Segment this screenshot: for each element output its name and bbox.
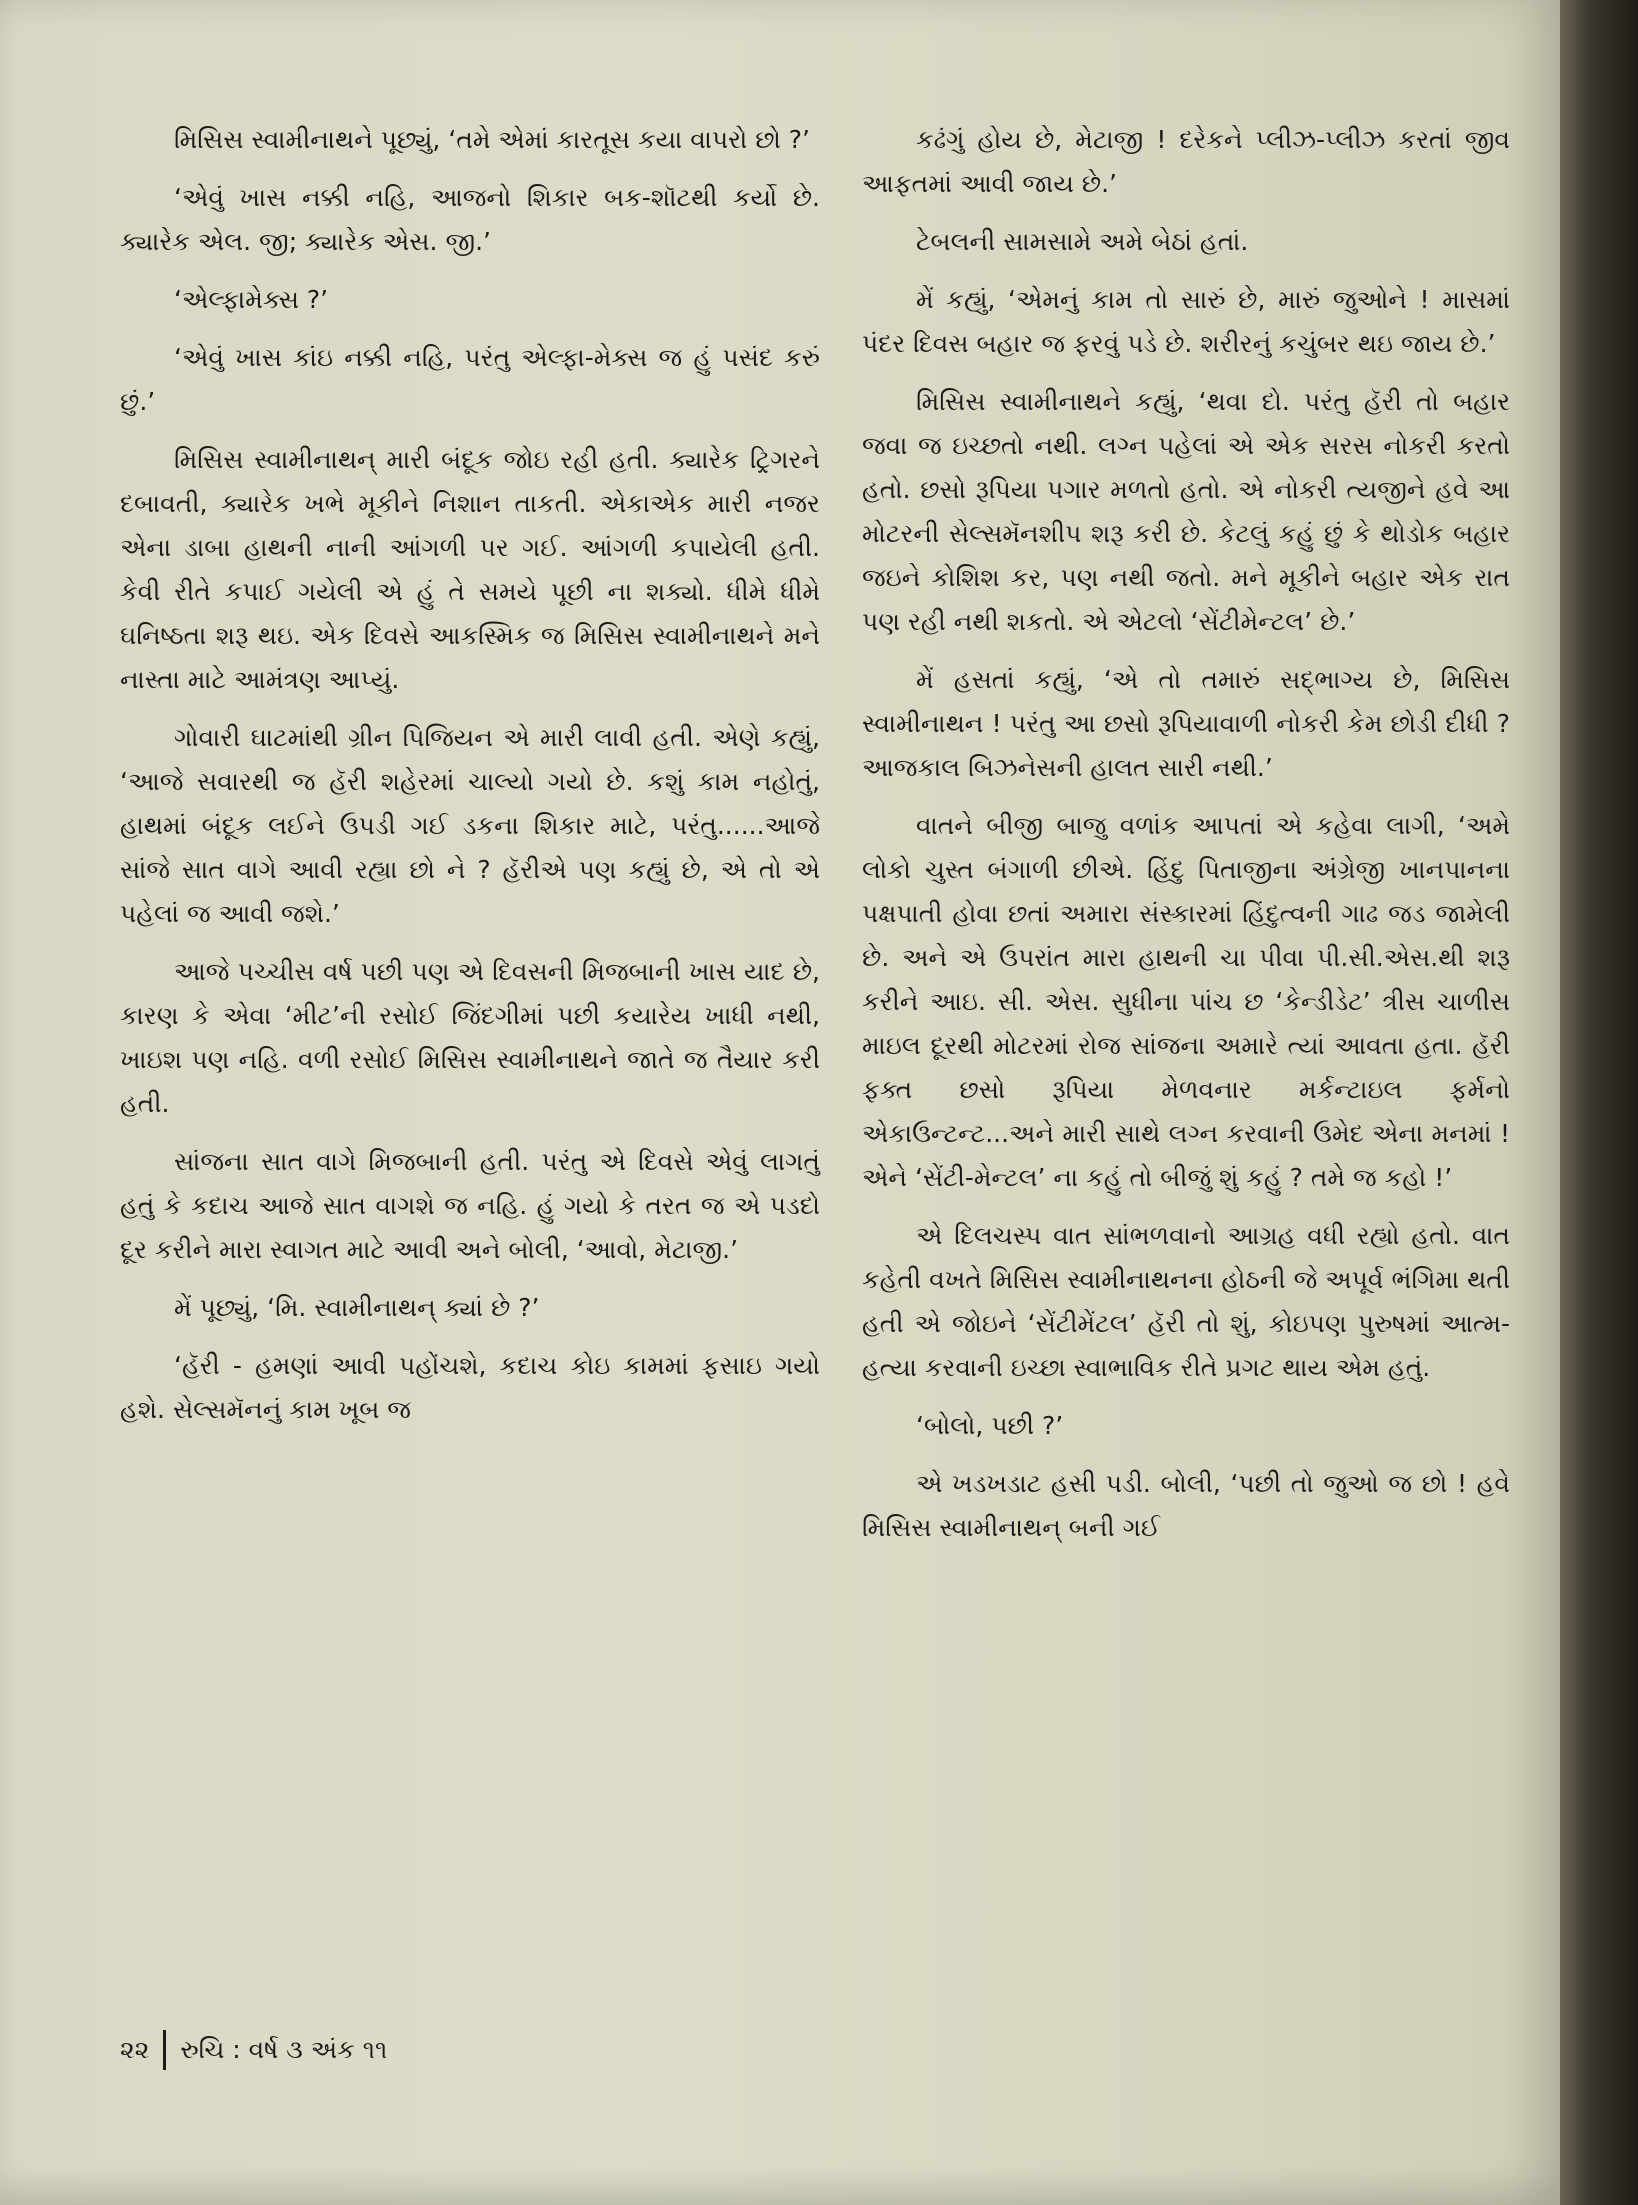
paragraph: સાંજના સાત વાગે મિજબાની હતી. પરંતુ એ દિવસે એવું લાગતું હતું કે કદાચ આજે સાત વાગશે જ નહિ. હું ગયો કે તરત જ એ પડદો દૂર કરીને મારા સ્વાગત માટે આવી અને બોલી, ‘આવો, મેટાજી.’ bbox=[120, 1147, 820, 1264]
paragraph: મેં પૂછ્યું, ‘મિ. સ્વામીનાથન્ ક્યાં છે ?’ bbox=[174, 1293, 540, 1322]
paragraph: ‘બોલો, પછી ?’ bbox=[916, 1411, 1064, 1440]
paragraph: ટેબલની સામસામે અમે બેઠાં હતાં. bbox=[916, 227, 1249, 256]
footer-divider bbox=[163, 2030, 166, 2070]
paragraph: મિસિસ સ્વામીનાથને પૂછ્યું, ‘તમે એમાં કારતૂસ કયા વાપરો છો ?’ bbox=[174, 125, 810, 154]
publication-info: રુચિ : વર્ષ ૩ અંક ૧૧ bbox=[180, 2035, 388, 2064]
paragraph: મિસિસ સ્વામીનાથને કહ્યું, ‘થવા દો. પરંતુ હૅરી તો બહાર જવા જ ઇચ્છતો નથી. લગ્ન પહેલાં એ એક સરસ નોકરી કરતો હતો. છસો રૂપિયા પગાર મળતો હતો. એ નોકરી ત્યજીને હવે આ મોટરની સેલ્સમૅનશીપ શરૂ કરી છે. કેટલું કહું છું કે થોડોક બહાર જઇને કોશિશ કર, પણ નથી જતો. મને મૂકીને બહાર એક રાત પણ રહી નથી શકતો. એ એટલો ‘સેંટીમેન્ટલ’ છે.’ bbox=[862, 387, 1510, 636]
paragraph: કઢંગું હોય છે, મેટાજી ! દરેકને પ્લીઝ-પ્લીઝ કરતાં જીવ આફતમાં આવી જાય છે.’ bbox=[862, 125, 1510, 198]
paragraph: ‘એલ્ફામેક્સ ?’ bbox=[174, 285, 329, 314]
paragraph: ‘એવું ખાસ નક્કી નહિ, આજનો શિકાર બક-શૉટથી કર્યો છે. ક્યારેક એલ. જી; ક્યારેક એસ. જી.’ bbox=[120, 183, 820, 256]
left-column bbox=[120, 118, 820, 1446]
paragraph: ‘એવું ખાસ કાંઇ નક્કી નહિ, પરંતુ એલ્ફા-મેક્સ જ હું પસંદ કરું છું.’ bbox=[120, 343, 820, 416]
paragraph: મેં હસતાં કહ્યું, ‘એ તો તમારું સદ્ભાગ્ય છે, મિસિસ સ્વામીનાથન ! પરંતુ આ છસો રૂપિયાવાળી નોકરી કેમ છોડી દીધી ? આજકાલ બિઝનેસની હાલત સારી નથી.’ bbox=[862, 665, 1510, 782]
paragraph: મિસિસ સ્વામીનાથન્ મારી બંદૂક જોઇ રહી હતી. ક્યારેક ટ્રિગરને દબાવતી, ક્યારેક ખભે મૂકીને નિશાન તાકતી. એકાએક મારી નજર એના ડાબા હાથની નાની આંગળી પર ગઈ. આંગળી કપાયેલી હતી. કેવી રીતે કપાઈ ગયેલી એ હું તે સમયે પૂછી ના શક્યો. ધીમે ધીમે ઘનિષ્ઠતા શરૂ થઇ. એક દિવસે આકસ્મિક જ મિસિસ સ્વામીનાથને મને નાસ્તા માટે આમંત્રણ આપ્યું. bbox=[120, 445, 820, 694]
right-column bbox=[862, 118, 1510, 1564]
paragraph: આજે પચ્ચીસ વર્ષ પછી પણ એ દિવસની મિજબાની ખાસ યાદ છે, કારણ કે એવા ‘મીટ’ની રસોઈ જિંદગીમાં પછી કયારેય ખાધી નથી, ખાઇશ પણ નહિ. વળી રસોઈ મિસિસ સ્વામીનાથને જાતે જ તૈયાર કરી હતી. bbox=[120, 957, 820, 1118]
paragraph: ‘હૅરી - હમણાં આવી પહોંચશે, કદાચ કોઇ કામમાં ફસાઇ ગયો હશે. સેલ્સમૅનનું કામ ખૂબ જ bbox=[120, 1351, 820, 1424]
paragraph: ગોવારી ઘાટમાંથી ગ્રીન પિજિયન એ મારી લાવી હતી. એણે કહ્યું, ‘આજે સવારથી જ હૅરી શહેરમાં ચાલ્યો ગયો છે. કશું કામ નહોતું, હાથમાં બંદૂક લઈને ઉપડી ગઈ ડકના શિકાર માટે, પરંતુ......આજે સાંજે સાત વાગે આવી રહ્યા છો ને ? હૅરીએ પણ કહ્યું છે, એ તો એ પહેલાં જ આવી જશે.’ bbox=[120, 723, 820, 928]
page-edge-shadow bbox=[1560, 0, 1638, 2205]
page-footer bbox=[120, 2030, 387, 2070]
paragraph: મેં કહ્યું, ‘એમનું કામ તો સારું છે, મારું જુઓને ! માસમાં પંદર દિવસ બહાર જ ફરવું પડે છે. શરીરનું કચુંબર થઇ જાય છે.’ bbox=[862, 285, 1510, 358]
paragraph: એ દિલચસ્પ વાત સાંભળવાનો આગ્રહ વધી રહ્યો હતો. વાત કહેતી વખતે મિસિસ સ્વામીનાથનના હોઠની જે અપૂર્વ ભંગિમા થતી હતી એ જોઇને ‘સેંટીમેંટલ’ હૅરી તો શું, કોઇપણ પુરુષમાં આત્મ-હત્યા કરવાની ઇચ્છા સ્વાભાવિક રીતે પ્રગટ થાય એમ હતું. bbox=[862, 1221, 1510, 1382]
paragraph: વાતને બીજી બાજુ વળાંક આપતાં એ કહેવા લાગી, ‘અમે લોકો ચુસ્ત બંગાળી છીએ. હિંદુ પિતાજીના અંગ્રેજી ખાનપાનના પક્ષપાતી હોવા છતાં અમારા સંસ્કારમાં હિંદુત્વની ગાઢ જડ જામેલી છે. અને એ ઉપરાંત મારા હાથની ચા પીવા પી.સી.એસ.થી શરૂ કરીને આઇ. સી. એસ. સુધીના પાંચ છ ‘કેન્ડીડેટ’ ત્રીસ ચાળીસ માઇલ દૂરથી મોટરમાં રોજ સાંજના અમારે ત્યાં આવતા હતા. હૅરી ફક્ત છસો રૂપિયા મેળવનાર મર્કન્ટાઇલ ફર્મનો એકાઉન્ટન્ટ...અને મારી સાથે લગ્ન કરવાની ઉમેદ એના મનમાં ! એને ‘સેંટી-મેન્ટલ’ ના કહું તો બીજું શું કહું ? તમે જ કહો !’ bbox=[862, 811, 1510, 1192]
paragraph: એ ખડખડાટ હસી પડી. બોલી, ‘પછી તો જુઓ જ છો ! હવે મિસિસ સ્વામીનાથન્ બની ગઈ bbox=[862, 1469, 1510, 1542]
page-number: ૨૨ bbox=[120, 2035, 150, 2064]
